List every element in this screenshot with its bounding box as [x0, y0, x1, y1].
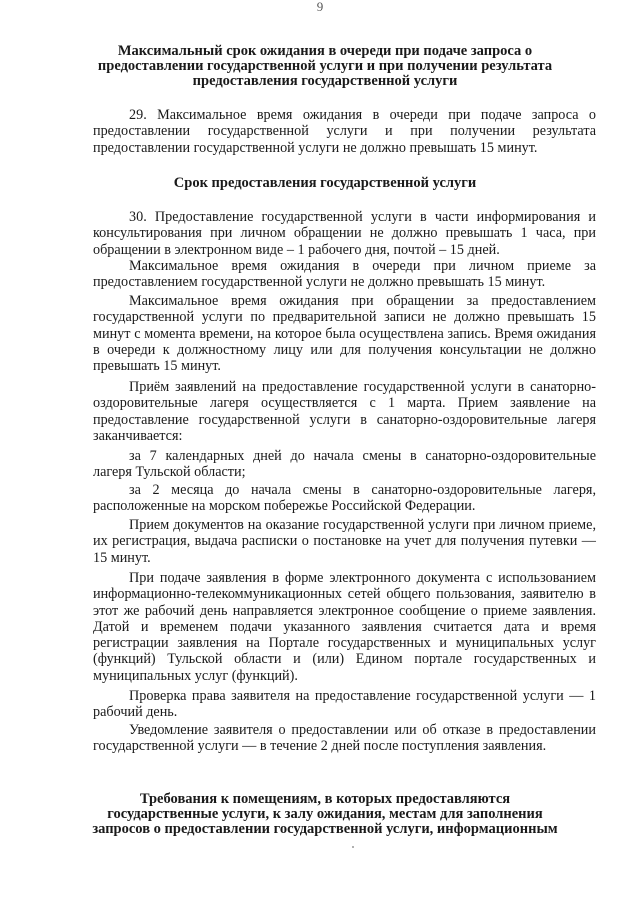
paragraph-eligibility-check: Проверка права заявителя на предоставление государственной услуги — 1 рабочий день. [93, 688, 596, 721]
paragraph-application-reception: Приём заявлений на предоставление государственной услуги в санаторно-оздоровительные лагеря осуществляется с 1 марта. Прием заявление на предоставление государственной услуги в санаторно-оздоровительные лагеря заканчивается: [93, 379, 596, 444]
page-number: 9 [316, 0, 324, 14]
paragraph-7-days: за 7 календарных дней до начала смены в санаторно-оздоровительные лагеря Тульской области; [93, 448, 596, 481]
paragraph-max-wait-appointment: Максимальное время ожидания при обращении за предоставлением государственной услуги по предварительной записи не должно превышать 15 минут с момента времени, на которое была осуществлена запись. Время ожидания в очереди к должностному лицу или для получения консультации не должно превышать 15 минут. [93, 293, 596, 375]
paragraph-electronic-submission: При подаче заявления в форме электронного документа с использованием информационно-телекоммуникационных сетей общего пользования, заявителю в этот же рабочий день направляется электронное сообщение о приеме заявления. Датой и временем подачи указанного заявления считается дата и время регистрации заявления на Портале государственных и муниципальных услуг (функций) Тульской области и (или) Едином портале государственных и муниципальных услуг (функций). [93, 570, 596, 684]
paragraph-2-months: за 2 месяца до начала смены в санаторно-оздоровительные лагеря, расположенные на морском побережье Российской Федерации. [93, 482, 596, 515]
paragraph-29: 29. Максимальное время ожидания в очереди при подаче запроса о предоставлении государственной услуги и при получении результата предоставлении государственной услуги не должно превышать 15 минут. [93, 107, 596, 156]
paragraph-notification: Уведомление заявителя о предоставлении или об отказе в предоставлении государственной услуги — в течение 2 дней после поступления заявления. [93, 722, 596, 755]
heading-premises-requirements: Требования к помещениям, в которых предоставляются государственные услуги, к залу ожидания, местам для заполнения запросов о предоставлении государственной услуги, информационным [92, 791, 558, 837]
paragraph-documents-reception: Прием документов на оказание государственной услуги при личном приеме, их регистрация, выдача расписки о постановке на учет для получения путевки — 15 минут. [93, 517, 596, 566]
paragraph-30: 30. Предоставление государственной услуги в части информирования и консультирования при личном обращении не должно превышать 1 часа, при обращении в электронном виде – 1 рабочего дня, почтой – 15 дней. [93, 209, 596, 258]
heading-service-term: Срок предоставления государственной услуги [173, 175, 477, 191]
scan-speck [352, 846, 354, 848]
heading-max-wait-time: Максимальный срок ожидания в очереди при подаче запроса о предоставлении государственной услуги и при получении результата предоставления государственной услуги [97, 43, 553, 89]
paragraph-max-wait-personal: Максимальное время ожидания в очереди при личном приеме за предоставлением государственной услуги не должно превышать 15 минут. [93, 258, 596, 291]
